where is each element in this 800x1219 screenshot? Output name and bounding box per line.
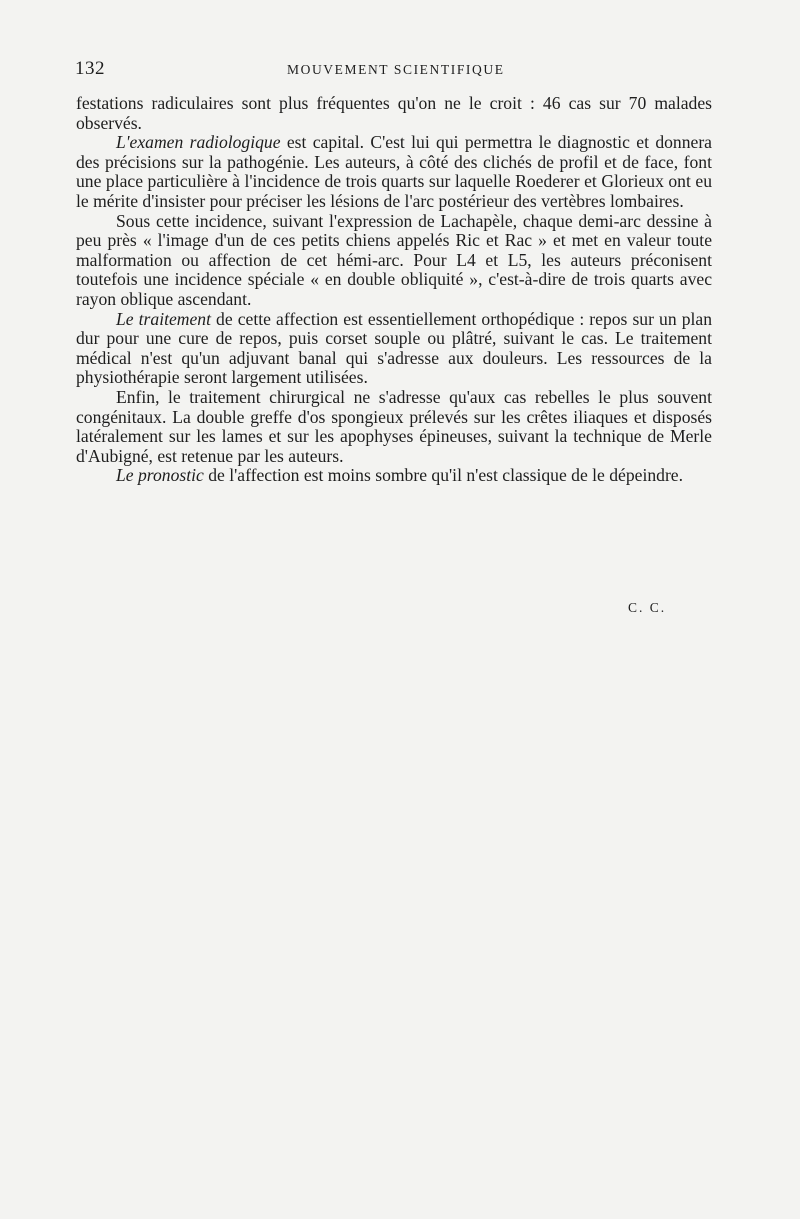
paragraph-text: est capital. C'est lui qui permettra le diagnostic et donnera des précisions sur la pathogénie. Les auteurs, à côté des clichés de profil et de face, font une place particulière à l'incidence de trois quarts sur laquelle Roederer et Glorieux ont eu le mérite d'insister pour préciser les lésions de l'arc postérieur des vertèbres lombaires. xyxy=(76,132,712,211)
paragraph-text: Enfin, le traitement chirurgical ne s'adresse qu'aux cas rebelles le plus souvent congénitaux. La double greffe d'os spongieux prélevés sur les crêtes iliaques et disposés latéralement sur les lames et sur les apophyses épineuses, suivant la technique de Merle d'Aubigné, est retenue par les auteurs. xyxy=(76,386,712,466)
author-signature: C. C. xyxy=(628,600,667,615)
paragraph-text: Sous cette incidence, suivant l'expression de Lachapèle, chaque demi-arc dessine à peu près « l'image d'un de ces petits chiens appelés Ric et Rac » et met en valeur toute malformation ou affection de cet hémi-arc. Pour L4 et L5, les auteurs préconisent toutefois une incidence spéciale « en double obliquité », c'est-à-dire de trois quarts avec rayon oblique ascendant. xyxy=(76,210,712,309)
running-head: MOUVEMENT SCIENTIFIQUE xyxy=(287,62,505,77)
paragraph-text: festations radiculaires sont plus fréquentes qu'on ne le croit : 46 cas sur 70 malades observés. xyxy=(76,93,712,133)
paragraph-text: de cette affection est essentiellement orthopédique : repos sur un plan dur pour une cure de repos, puis corset souple ou plâtré, suivant le cas. Le traitement médical n'est qu'un adjuvant banal qui s'adresse aux douleurs. Les ressources de la physiothérapie seront largement utilisées. xyxy=(76,308,712,388)
body-text xyxy=(76,94,712,486)
paragraph-radiological-exam xyxy=(76,133,712,211)
paragraph-treatment xyxy=(76,310,712,388)
paragraph-lead: Le traitement xyxy=(116,308,211,329)
paragraph-lead: Le pronostic xyxy=(116,465,204,486)
paragraph-text: de l'affection est moins sombre qu'il n'est classique de le dépeindre. xyxy=(203,465,684,486)
page-number: 132 xyxy=(75,58,105,79)
page-header xyxy=(75,58,715,82)
paragraph-surgical-treatment xyxy=(76,388,712,466)
paragraph-lead: L'examen radiologique xyxy=(116,132,281,153)
paragraph-prognosis xyxy=(76,466,712,486)
paragraph-continuation xyxy=(76,94,712,133)
paragraph-incidence xyxy=(76,212,712,310)
